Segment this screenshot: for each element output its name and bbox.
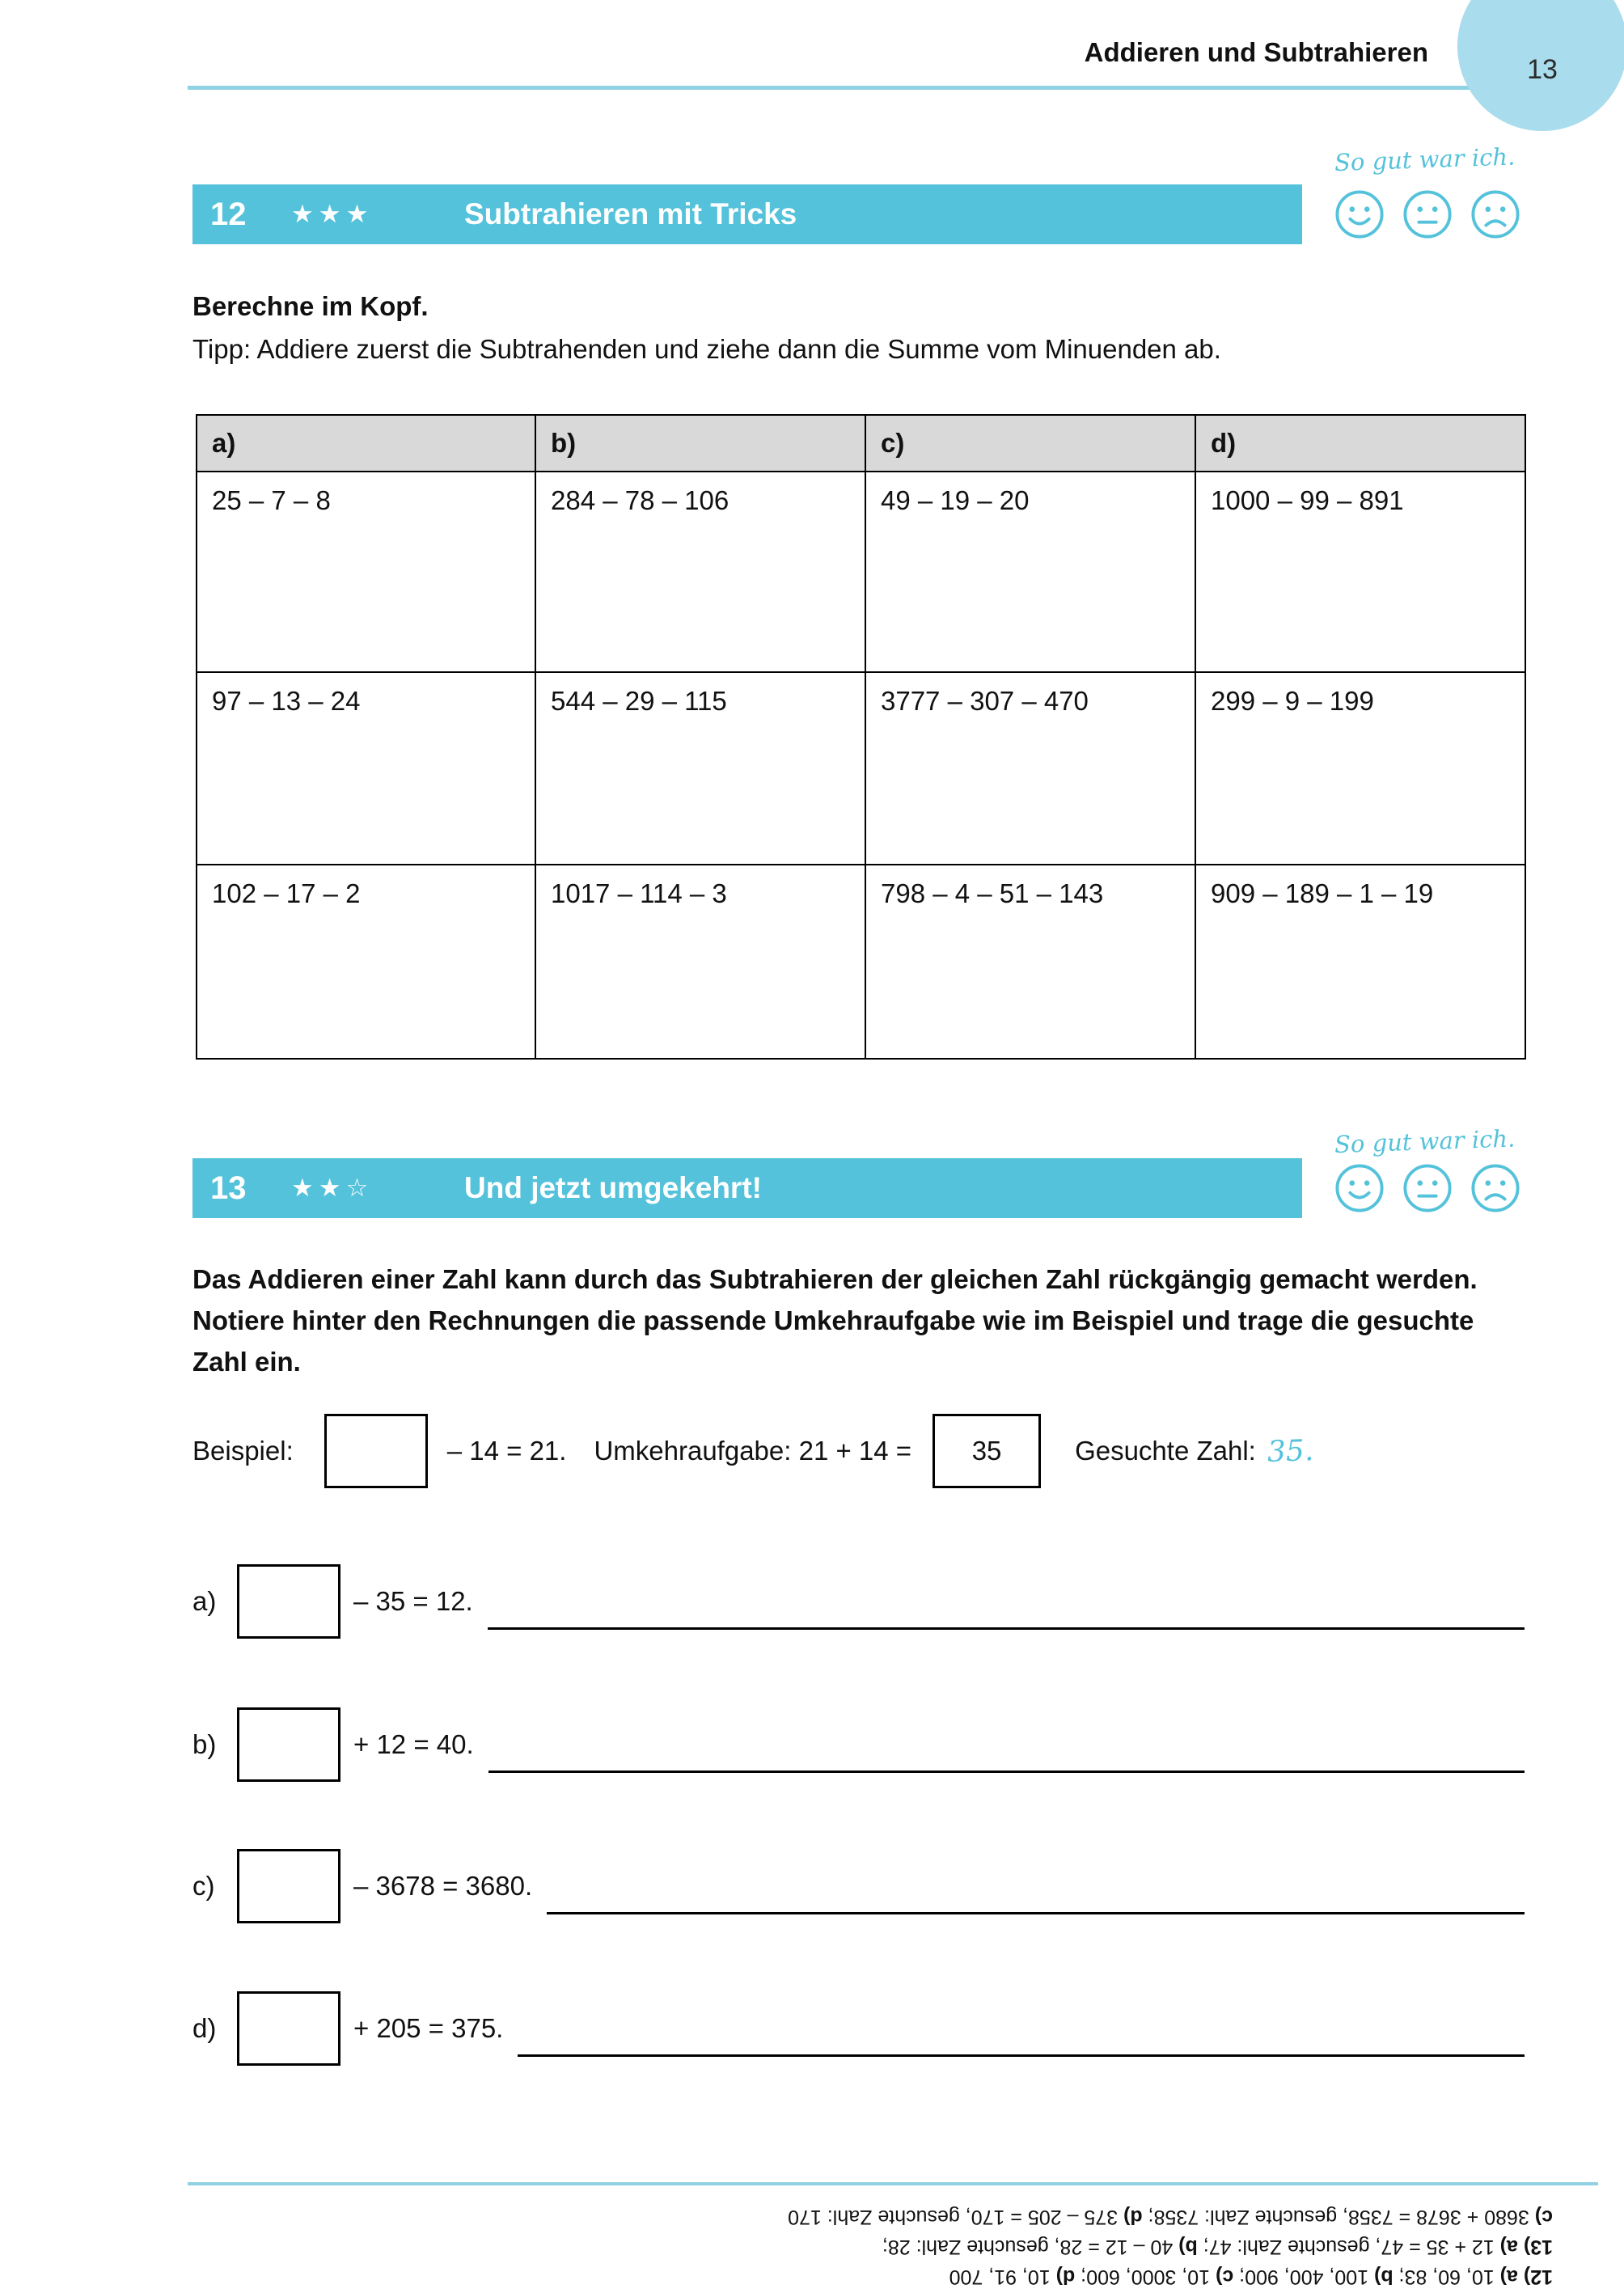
exercise-13-number: 13 — [210, 1170, 247, 1206]
problem-cell[interactable]: 798 – 4 – 51 – 143 — [865, 865, 1195, 1059]
neutral-smiley-icon[interactable] — [1402, 189, 1453, 239]
item-row-d — [192, 1990, 1525, 2067]
item-label: d) — [192, 2013, 217, 2043]
example-result-handwritten: 35. — [1267, 1433, 1314, 1469]
self-rating-12 — [1334, 189, 1520, 239]
instruction-13: Das Addieren einer Zahl kann durch das Subtrahieren der gleichen Zahl rückgängig gemacht werden. Notiere hinter den Rechnungen die passende Umkehraufgabe wie im Beispiel und trage die gesuchte Zahl ein. — [192, 1264, 1478, 1377]
page-number: 13 — [1527, 53, 1558, 85]
write-line-d[interactable] — [518, 2054, 1525, 2057]
difficulty-stars-13: ★★☆ — [291, 1174, 374, 1202]
item-row-c — [192, 1847, 1525, 1925]
column-header-d: d) — [1195, 415, 1525, 472]
rating-caption-12: So gut war ich. — [1334, 142, 1516, 177]
problem-cell[interactable]: 299 – 9 – 199 — [1195, 672, 1525, 865]
subtraction-table-wrap — [196, 414, 1526, 1060]
answer-key-upside-down — [587, 2202, 1553, 2291]
column-header-a: a) — [197, 415, 535, 472]
sad-smiley-icon[interactable] — [1470, 1163, 1520, 1213]
item-label: c) — [192, 1871, 215, 1901]
table-row — [197, 865, 1525, 1059]
footer-divider — [188, 2182, 1598, 2185]
subtraction-table — [196, 414, 1526, 1060]
item-label: b) — [192, 1729, 217, 1759]
exercise-13-title: Und jetzt umgekehrt! — [464, 1171, 762, 1204]
item-equation: + 12 = 40. — [353, 1729, 474, 1759]
example-row — [192, 1412, 1551, 1490]
answer-box-c[interactable] — [237, 1849, 340, 1923]
answer-box-d[interactable] — [237, 1991, 340, 2066]
neutral-smiley-icon[interactable] — [1402, 1163, 1453, 1213]
page-number-badge — [1457, 0, 1624, 131]
table-row — [197, 672, 1525, 865]
column-header-c: c) — [865, 415, 1195, 472]
example-answer-box[interactable] — [324, 1414, 428, 1488]
happy-smiley-icon[interactable] — [1334, 189, 1385, 239]
header-divider — [188, 86, 1598, 90]
problem-cell[interactable]: 544 – 29 – 115 — [535, 672, 865, 865]
problem-cell[interactable]: 25 – 7 – 8 — [197, 472, 535, 672]
example-equation: – 14 = 21. — [446, 1436, 567, 1466]
item-equation: – 35 = 12. — [353, 1586, 473, 1616]
chapter-title: Addieren und Subtrahieren — [1084, 37, 1428, 67]
answer-box-a[interactable] — [237, 1564, 340, 1639]
exercise-13-banner — [192, 1158, 1302, 1218]
rating-caption-13: So gut war ich. — [1334, 1124, 1516, 1159]
item-label: a) — [192, 1586, 217, 1616]
write-line-a[interactable] — [488, 1627, 1525, 1630]
problem-cell[interactable]: 909 – 189 – 1 – 19 — [1195, 865, 1525, 1059]
example-label: Beispiel: — [192, 1436, 294, 1466]
item-row-b — [192, 1706, 1525, 1783]
problem-cell[interactable]: 284 – 78 – 106 — [535, 472, 865, 672]
instruction-bold-12: Berechne im Kopf. — [192, 291, 429, 321]
difficulty-stars-12: ★★★ — [291, 200, 374, 228]
table-header-row — [197, 415, 1525, 472]
problem-cell[interactable]: 1017 – 114 – 3 — [535, 865, 865, 1059]
problem-cell[interactable]: 102 – 17 – 2 — [197, 865, 535, 1059]
answer-box-b[interactable] — [237, 1707, 340, 1782]
instruction-tip-12: Tipp: Addiere zuerst die Subtrahenden und ziehe dann die Summe vom Minuenden ab. — [192, 334, 1221, 364]
write-line-c[interactable] — [547, 1912, 1525, 1914]
self-rating-13 — [1334, 1163, 1520, 1213]
exercise-12-banner — [192, 184, 1302, 244]
problem-cell[interactable]: 1000 – 99 – 891 — [1195, 472, 1525, 672]
exercise-12-number: 12 — [210, 196, 247, 232]
write-line-b[interactable] — [488, 1771, 1525, 1773]
exercise-12-title: Subtrahieren mit Tricks — [464, 197, 797, 231]
item-equation: + 205 = 375. — [353, 2013, 504, 2043]
item-row-a — [192, 1563, 1525, 1640]
answer-key-line: c) 3680 + 3678 = 7358, gesuchte Zahl: 7358; d) 375 – 205 = 170, gesuchte Zahl: 170 — [788, 2206, 1553, 2228]
sad-smiley-icon[interactable] — [1470, 189, 1520, 239]
table-row — [197, 472, 1525, 672]
answer-key-line: 12) a) 10, 60, 83; b) 100, 400, 900; c) 10, 3000, 600; d) 10, 91, 700 — [949, 2266, 1553, 2288]
column-header-b: b) — [535, 415, 865, 472]
problem-cell[interactable]: 3777 – 307 – 470 — [865, 672, 1195, 865]
example-result-label: Gesuchte Zahl: — [1075, 1436, 1256, 1466]
problem-cell[interactable]: 49 – 19 – 20 — [865, 472, 1195, 672]
problem-cell[interactable]: 97 – 13 – 24 — [197, 672, 535, 865]
example-umkehraufgabe: Umkehraufgabe: 21 + 14 = — [594, 1436, 912, 1466]
answer-key-line: 13) a) 12 + 35 = 47, gesuchte Zahl: 47; b) 40 – 12 = 28, gesuchte Zahl: 28; — [882, 2236, 1553, 2258]
example-result-box[interactable]: 35 — [933, 1414, 1041, 1488]
happy-smiley-icon[interactable] — [1334, 1163, 1385, 1213]
item-equation: – 3678 = 3680. — [353, 1871, 533, 1901]
